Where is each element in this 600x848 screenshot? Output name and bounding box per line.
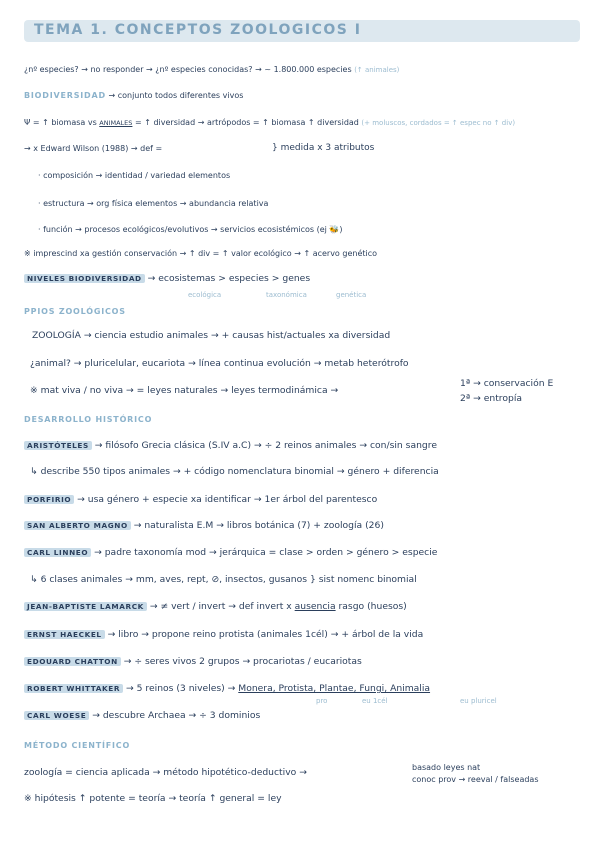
text: = ↑ diversidad → artrópodos = ↑ biomasa ↑ diversidad	[132, 118, 359, 127]
line-especies	[24, 64, 399, 76]
line-biomasa	[24, 117, 515, 129]
brace-atributos: } medida x 3 atributos	[272, 143, 375, 153]
line-aristoteles	[24, 440, 437, 451]
section-historico	[24, 414, 152, 425]
section-metodo	[24, 740, 130, 751]
reinos-list: Monera, Protista, Plantae, Fungi, Animalia	[238, 683, 431, 694]
line-estructura: · estructura → org física elementos → abundancia relativa	[38, 199, 269, 208]
highlight-niveles: NIVELES BIODIVERSIDAD	[24, 274, 145, 283]
sub-pro: pro	[316, 697, 328, 705]
section-heading-ppios: PPIOS ZOOLÓGICOS	[24, 307, 126, 316]
line-metodo-2: conoc prov → reeval / falseadas	[412, 775, 539, 784]
note: (↑ animales)	[354, 66, 400, 74]
text: → 5 reinos (3 niveles) →	[123, 683, 239, 694]
section-heading-historico: DESARROLLO HISTÓRICO	[24, 415, 153, 424]
line-lamarck	[24, 601, 407, 612]
line-wilson	[24, 143, 162, 154]
line-woese	[24, 710, 260, 721]
section-heading-metodo: MÉTODO CIENTÍFICO	[24, 741, 131, 750]
text: → usa género + especie xa identificar → 1er árbol del parentesco	[74, 494, 378, 505]
highlight-aristoteles: ARISTÓTELES	[24, 441, 92, 450]
text: → filósofo Grecia clásica (S.IV a.C) → ÷ 2 reinos animales → con/sin sangre	[91, 440, 437, 451]
line-zoologia: ZOOLOGÍA → ciencia estudio animales → + causas hist/actuales xa diversidad	[32, 330, 391, 341]
line-describe: ↳ describe 550 tipos animales → + código nomenclatura binomial → género + diferencia	[30, 466, 439, 477]
line-metodo: zoología = ciencia aplicada → método hipotético-deductivo →	[24, 767, 307, 778]
line-ley2: 2ª → entropía	[460, 393, 523, 404]
text: Ψ = ↑ biomasa vs	[24, 118, 100, 127]
sub-ecologica: ecológica	[188, 291, 222, 299]
line-conservacion: ※ imprescind xa gestión conservación → ↑ div = ↑ valor ecológico → ↑ acervo genético	[24, 249, 378, 258]
highlight-lamarck: JEAN-BAPTISTE LAMARCK	[24, 602, 147, 611]
text: → libro → propone reino protista (animales 1cél) → + árbol de la vida	[104, 629, 424, 640]
underlined-word: ausencia	[294, 601, 336, 612]
underlined-word: ANIMALES	[99, 119, 133, 127]
line-hipotesis: ※ hipótesis ↑ potente = teoría → teoría ↑ general = ley	[24, 793, 282, 804]
line-biodiversidad	[24, 90, 243, 101]
highlight-porfirio: PORFIRIO	[24, 495, 74, 504]
line-niveles	[24, 273, 310, 284]
text: rasgo (huesos)	[335, 601, 407, 612]
line-materia: ※ mat viva / no viva → = leyes naturales → leyes termodinámica →	[30, 385, 339, 396]
text: → x Edward Wilson (1988) → def =	[24, 144, 163, 153]
note: (+ moluscos, cordados = ↑ espec no ↑ div)	[361, 119, 516, 127]
line-animal: ¿animal? → pluricelular, eucariota → línea continua evolución → metab heterótrofo	[30, 358, 409, 369]
section-ppios	[24, 306, 126, 317]
text: → naturalista E.M → libros botánica (7) + zoología (26)	[130, 520, 384, 531]
text: → ≠ vert / invert → def invert x	[146, 601, 295, 612]
sub-eu-pluricel: eu pluricel	[460, 697, 497, 705]
line-composicion: · composición → identidad / variedad elementos	[38, 171, 231, 180]
line-chatton	[24, 656, 362, 667]
text: → conjunto todos diferentes vivos	[105, 91, 244, 100]
section-heading-biodiversidad: BIODIVERSIDAD	[24, 91, 106, 100]
line-whittaker	[24, 683, 430, 694]
line-metodo-1: basado leyes nat	[412, 763, 481, 772]
highlight-linneo: CARL LINNEO	[24, 548, 91, 557]
line-porfirio	[24, 494, 377, 505]
highlight-haeckel: ERNST HAECKEL	[24, 630, 105, 639]
sub-taxonomica: taxonómica	[266, 291, 307, 299]
page-title: TEMA 1. CONCEPTOS ZOOLOGICOS I	[34, 22, 362, 38]
highlight-magno: SAN ALBERTO MAGNO	[24, 521, 131, 530]
line-funcion: · función → procesos ecológicos/evolutivos → servicios ecosistémicos (ej 🐝)	[38, 225, 343, 234]
text: ¿nº especies? → no responder → ¿nº especies conocidas? → ~ 1.800.000 especies	[24, 65, 352, 74]
line-clases: ↳ 6 clases animales → mm, aves, rept, ⊘, insectos, gusanos } sist nomenc binomial	[30, 574, 417, 585]
line-magno	[24, 520, 384, 531]
sub-eu1cel: eu 1cél	[362, 697, 388, 705]
text: → ÷ seres vivos 2 grupos → procariotas / eucariotas	[120, 656, 362, 667]
highlight-chatton: EDOUARD CHATTON	[24, 657, 121, 666]
highlight-whittaker: ROBERT WHITTAKER	[24, 684, 123, 693]
line-ley1: 1ª → conservación E	[460, 378, 554, 389]
text: → ecosistemas > especies > genes	[144, 273, 311, 284]
text: → descubre Archaea → ÷ 3 dominios	[89, 710, 261, 721]
line-haeckel	[24, 629, 423, 640]
sub-genetica: genética	[336, 291, 367, 299]
title-bar	[24, 20, 580, 42]
line-linneo	[24, 547, 437, 558]
highlight-woese: CARL WOESE	[24, 711, 89, 720]
text: → padre taxonomía mod → jerárquica = clase > orden > género > especie	[91, 547, 438, 558]
